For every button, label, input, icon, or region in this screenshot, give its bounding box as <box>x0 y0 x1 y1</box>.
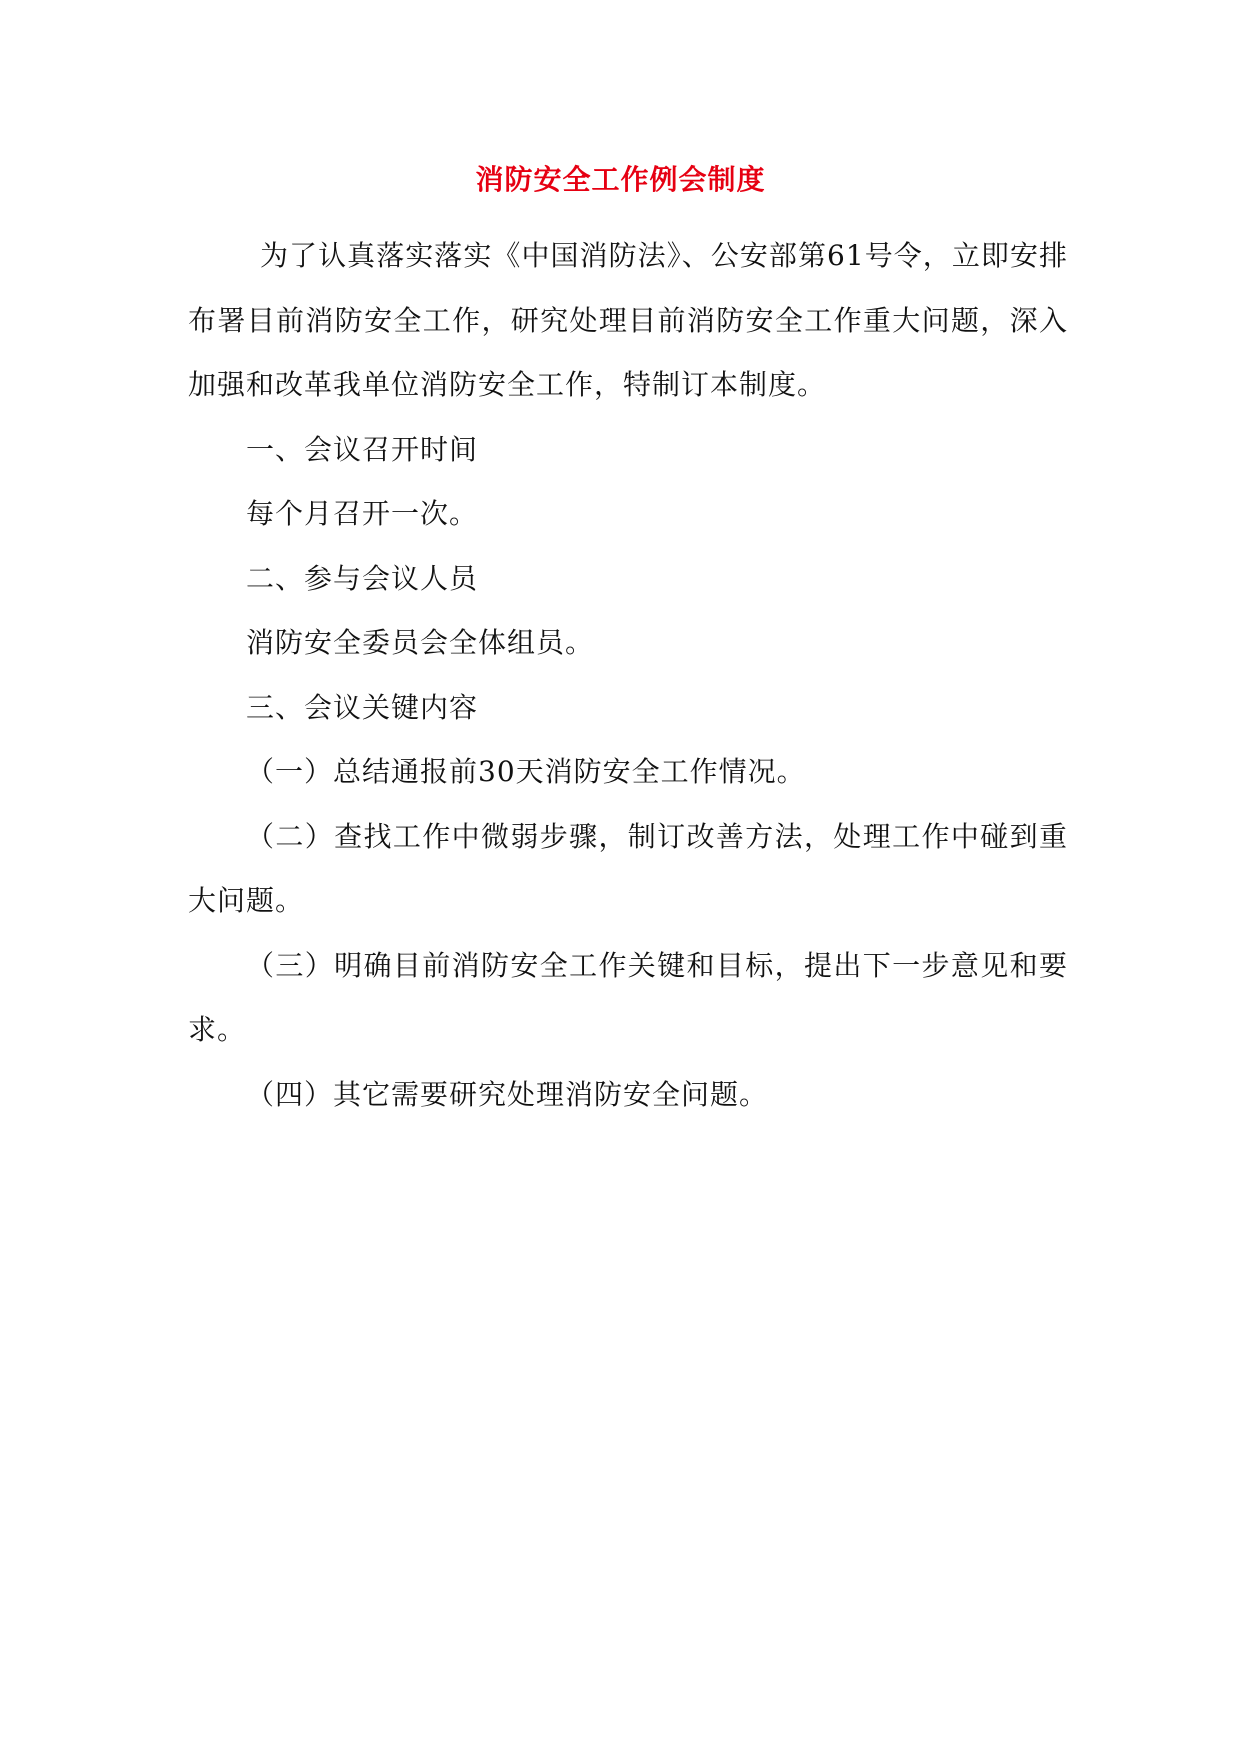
section-heading-time: 一、会议召开时间 <box>246 432 479 466</box>
content-item-2: （二）查找工作中微弱步骤，制订改善方法，处理工作中碰到重大问题。 <box>188 819 1068 917</box>
intro-paragraph: 为了认真落实落实《中国消防法》、公安部第61号令，立即安排布署目前消防安全工作，研究处理目前消防安全工作重大问题，深入加强和改革我单位消防安全工作，特制订本制度。 <box>188 239 1068 401</box>
section-heading-attendees: 二、参与会议人员 <box>246 561 479 595</box>
document-body <box>188 224 1068 1127</box>
section-content-time: 每个月召开一次。 <box>246 497 479 530</box>
section-content-attendees: 消防安全委员会全体组员。 <box>246 626 595 659</box>
document-title: 消防安全工作例会制度 <box>475 163 766 196</box>
content-item-4: （四）其它需要研究处理消防安全问题。 <box>246 1077 769 1111</box>
content-item-3: （三）明确目前消防安全工作关键和目标，提出下一步意见和要求。 <box>188 948 1068 1046</box>
section-heading-content: 三、会议关键内容 <box>246 690 479 724</box>
content-item-1: （一）总结通报前30天消防安全工作情况。 <box>246 755 806 788</box>
